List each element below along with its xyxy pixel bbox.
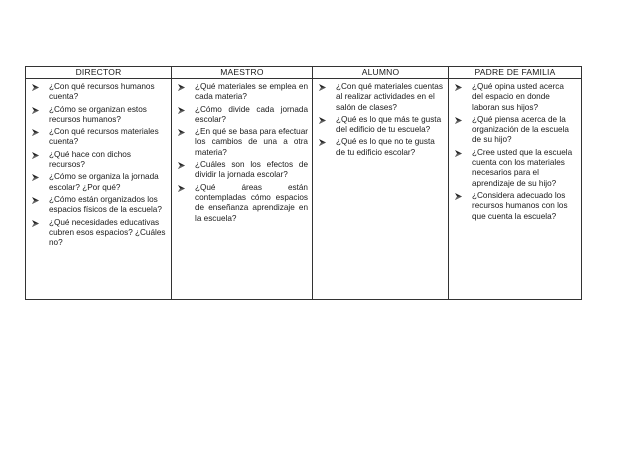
question-text: ¿Considera adecuado los recursos humanos con los que cuenta la escuela?: [472, 190, 568, 221]
list-item: [30, 105, 167, 126]
list-item: [176, 127, 308, 158]
arrow-bullet-icon: [32, 197, 39, 204]
list-item: [30, 150, 167, 171]
arrow-bullet-icon: [32, 152, 39, 159]
arrow-bullet-icon: [178, 84, 185, 91]
list-item: [30, 218, 167, 249]
question-text: ¿Cree usted que la escuela cuenta con los materiales necesarios para el aprendizaje de su hijo?: [472, 147, 573, 188]
arrow-bullet-icon: [32, 84, 39, 91]
list-item: [176, 82, 308, 103]
arrow-bullet-icon: [455, 150, 462, 157]
list-item: [317, 82, 444, 113]
question-text: ¿Qué opina usted acerca del espacio en donde laboran sus hijos?: [472, 82, 564, 112]
list-item: [317, 115, 444, 136]
arrow-bullet-icon: [32, 220, 39, 227]
arrow-bullet-icon: [178, 107, 185, 114]
question-text: ¿En qué se basa para efectuar los cambios de una a otra materia?: [195, 127, 308, 157]
list-item: [30, 82, 167, 103]
header-director: DIRECTOR: [26, 67, 172, 79]
header-padre-de-familia: PADRE DE FAMILIA: [449, 67, 582, 79]
question-text: ¿Cómo se organizan estos recursos humanos?: [49, 104, 147, 124]
question-text: ¿Cómo están organizados los espacios físicos de la escuela?: [49, 194, 162, 215]
list-item: [30, 195, 167, 216]
question-text: ¿Qué piensa acerca de la organización de la escuela de su hijo?: [472, 114, 569, 145]
list-item: [453, 148, 577, 189]
arrow-bullet-icon: [32, 107, 39, 114]
arrow-bullet-icon: [455, 117, 462, 124]
cell-alumno: [313, 79, 449, 300]
cell-maestro: [172, 79, 313, 300]
question-text: ¿Con qué materiales cuentas al realizar actividades en el salón de clases?: [336, 82, 443, 112]
arrow-bullet-icon: [32, 129, 39, 136]
arrow-bullet-icon: [178, 162, 185, 169]
question-text: ¿Cuáles son los efectos de dividir la jornada escolar?: [195, 160, 308, 180]
question-text: ¿Qué necesidades educativas cubren esos espacios? ¿Cuáles no?: [49, 217, 166, 248]
question-text: ¿Con qué recursos materiales cuenta?: [49, 127, 159, 147]
arrow-bullet-icon: [32, 174, 39, 181]
table-header-row: [26, 67, 582, 79]
list-item: [317, 137, 444, 158]
question-text: ¿Qué materiales se emplea en cada materia?: [195, 82, 308, 102]
arrow-bullet-icon: [455, 193, 462, 200]
cell-director: [26, 79, 172, 300]
list-item: [453, 115, 577, 146]
question-text: ¿Qué áreas están contempladas cómo espacios de enseñanza aprendizaje en la escuela?: [195, 182, 308, 223]
arrow-bullet-icon: [178, 129, 185, 136]
header-alumno: ALUMNO: [313, 67, 449, 79]
arrow-bullet-icon: [455, 84, 462, 91]
questions-table: [25, 66, 582, 300]
question-text: ¿Cómo se organiza la jornada escolar? ¿Por qué?: [49, 172, 159, 192]
question-text: ¿Con qué recursos humanos cuenta?: [49, 82, 155, 102]
question-text: ¿Qué hace con dichos recursos?: [49, 149, 131, 170]
cell-padre-de-familia: [449, 79, 582, 300]
list-item: [453, 191, 577, 222]
arrow-bullet-icon: [319, 139, 326, 146]
list-item: [30, 127, 167, 148]
question-text: ¿Qué es lo que no te gusta de tu edificio escolar?: [336, 137, 435, 157]
list-item: [176, 105, 308, 126]
header-maestro: MAESTRO: [172, 67, 313, 79]
table-row: [26, 79, 582, 300]
arrow-bullet-icon: [319, 84, 326, 91]
list-item: [176, 160, 308, 181]
arrow-bullet-icon: [319, 117, 326, 124]
question-text: ¿Cómo divide cada jornada escolar?: [195, 104, 308, 124]
question-text: ¿Qué es lo que más te gusta del edificio de tu escuela?: [336, 114, 442, 135]
list-item: [453, 82, 577, 113]
list-item: [176, 183, 308, 224]
list-item: [30, 172, 167, 193]
arrow-bullet-icon: [178, 185, 185, 192]
